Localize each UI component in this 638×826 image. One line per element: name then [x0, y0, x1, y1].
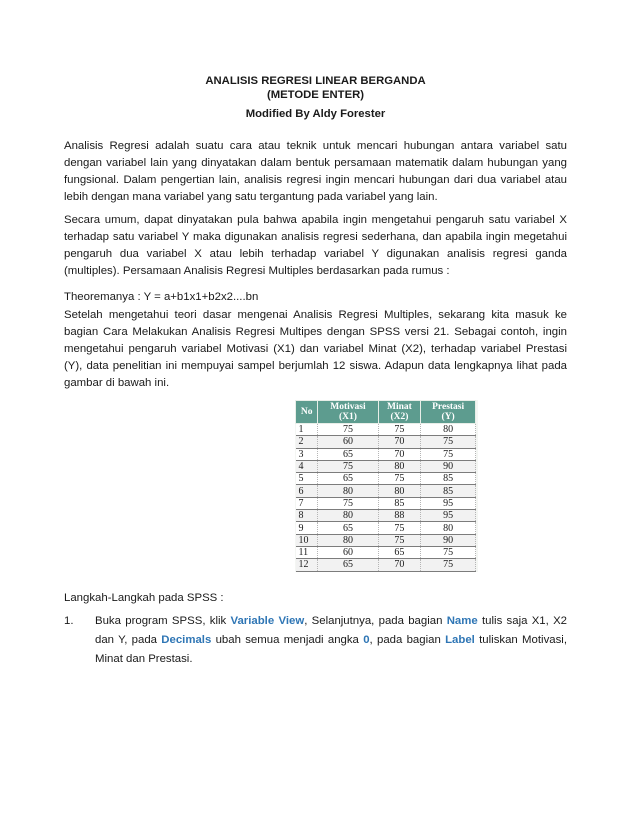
- table-cell: 10: [296, 534, 318, 546]
- keyword-variable-view: Variable View: [230, 615, 305, 627]
- keyword-decimals: Decimals: [161, 634, 212, 646]
- table-cell: 60: [318, 436, 378, 448]
- table-cell: 75: [378, 424, 421, 436]
- step-text: Buka program SPSS, klik: [95, 615, 231, 627]
- table-cell: 75: [318, 460, 378, 472]
- table-cell: 75: [421, 546, 476, 558]
- table-cell: 65: [318, 559, 378, 571]
- table-cell: 8: [296, 510, 318, 522]
- table-header-row: [296, 401, 476, 424]
- table-cell: 80: [318, 485, 378, 497]
- table-cell: 75: [318, 424, 378, 436]
- table-cell: 95: [421, 497, 476, 509]
- data-table: [295, 400, 476, 572]
- table-cell: 2: [296, 436, 318, 448]
- header-line2: (Y): [441, 412, 455, 422]
- table-cell: 75: [421, 559, 476, 571]
- step-text: tulis saja X1, X2 dan Y, pada: [95, 615, 568, 646]
- paragraph-example: Setelah mengetahui teori dasar mengenai Analisis Regresi Multiples, sekarang kita masuk ke bagian Cara Melakukan Analisis Regresi Multipes dengan SPSS versi 21. Sebagai contoh, ingin mengetahui pengaruh variabel Motivasi (X1) dan variabel Minat (X2), terhadap variabel Prestasi (Y), data penelitian ini mempuyai sampel berjumlah 12 siswa. Adapun data lengkapnya lihat pada gambar di bawah ini.: [64, 309, 567, 389]
- list-item: [95, 612, 567, 669]
- table-row: [296, 510, 476, 522]
- table-cell: 80: [318, 510, 378, 522]
- table-cell: 85: [421, 485, 476, 497]
- step-text: , pada bagian: [369, 634, 446, 646]
- paragraph-definition: Analisis Regresi adalah suatu cara atau teknik untuk mencari hubungan antara variabel satu dengan variabel lain yang dinyatakan dalam bentuk persamaan matematik dalam hubungan yang fungsional. Dalam pengertian lain, analisis regresi ingin mencari hubungan dari dua variabel atau lebih dengan mana variabel yang satu tergantung pada variabel yang lain.: [64, 140, 567, 203]
- doc-subtitle: (METODE ENTER): [266, 89, 365, 101]
- table-row: [296, 436, 476, 448]
- table-cell: 9: [296, 522, 318, 534]
- table-cell: 70: [378, 559, 421, 571]
- paragraph-steps-heading: Langkah-Langkah pada SPSS :: [64, 592, 224, 604]
- table-cell: 75: [378, 522, 421, 534]
- table-cell: 75: [318, 497, 378, 509]
- list-item-number: 1.: [64, 615, 74, 627]
- table-cell: 88: [378, 510, 421, 522]
- header-line2: (X2): [390, 412, 409, 422]
- table-cell: 1: [296, 424, 318, 436]
- table-row: [296, 460, 476, 472]
- header-line1: No: [300, 407, 313, 417]
- table-row: [296, 473, 476, 485]
- table-row: [296, 424, 476, 436]
- table-header-cell: [378, 401, 421, 424]
- table-cell: 3: [296, 448, 318, 460]
- table-cell: 65: [378, 546, 421, 558]
- table-cell: 80: [421, 522, 476, 534]
- table-header-cell: [318, 401, 378, 424]
- table-header-cell: [296, 401, 318, 424]
- table-cell: 80: [378, 485, 421, 497]
- table-cell: 11: [296, 546, 318, 558]
- keyword-label: Label: [445, 634, 475, 646]
- header-line1: Minat: [387, 402, 412, 412]
- doc-byline: Modified By Aldy Forester: [245, 108, 386, 120]
- header-line2: (X1): [338, 412, 357, 422]
- table-cell: 75: [378, 534, 421, 546]
- keyword-zero: 0: [363, 634, 370, 646]
- table-cell: 70: [378, 448, 421, 460]
- paragraph-theorem: Theoremanya : Y = a+b1x1+b2x2....bn: [64, 291, 259, 303]
- table-cell: 5: [296, 473, 318, 485]
- data-table-image: [295, 400, 478, 572]
- table-row: [296, 546, 476, 558]
- table-row: [296, 497, 476, 509]
- table-cell: 85: [421, 473, 476, 485]
- table-cell: 4: [296, 460, 318, 472]
- table-cell: 65: [318, 473, 378, 485]
- paragraph-general: Secara umum, dapat dinyatakan pula bahwa apabila ingin mengetahui pengaruh satu variabel X terhadap satu variabel Y maka digunakan analisis regresi sederhana, dan apabila ingin megetahui pengaruh dua variabel X atau lebih terhadap variabel Y digunakan analisis regresi ganda (multiples). Persamaan Analisis Regresi Multiples berdasarkan pada rumus :: [64, 214, 567, 277]
- step-text: , Selanjutnya, pada bagian: [304, 615, 447, 627]
- table-cell: 65: [318, 448, 378, 460]
- table-cell: 85: [378, 497, 421, 509]
- table-body: [296, 424, 476, 572]
- table-cell: 75: [421, 448, 476, 460]
- table-cell: 75: [378, 473, 421, 485]
- table-cell: 80: [421, 424, 476, 436]
- table-cell: 90: [421, 460, 476, 472]
- keyword-name: Name: [446, 615, 478, 627]
- header-line1: Prestasi: [432, 402, 465, 412]
- table-cell: 95: [421, 510, 476, 522]
- table-cell: 7: [296, 497, 318, 509]
- table-cell: 90: [421, 534, 476, 546]
- table-cell: 6: [296, 485, 318, 497]
- table-cell: 65: [318, 522, 378, 534]
- table-row: [296, 522, 476, 534]
- table-row: [296, 559, 476, 571]
- table-cell: 75: [421, 436, 476, 448]
- table-row: [296, 534, 476, 546]
- table-cell: 60: [318, 546, 378, 558]
- table-header-cell: [421, 401, 476, 424]
- step-text: ubah semua menjadi angka: [211, 634, 364, 646]
- table-row: [296, 448, 476, 460]
- table-cell: 80: [318, 534, 378, 546]
- table-cell: 80: [378, 460, 421, 472]
- step-text: tuliskan Motivasi, Minat dan Prestasi.: [95, 634, 567, 665]
- doc-title: ANALISIS REGRESI LINEAR BERGANDA: [205, 75, 426, 87]
- table-row: [296, 485, 476, 497]
- table-cell: 70: [378, 436, 421, 448]
- table-cell: 12: [296, 559, 318, 571]
- header-line1: Motivasi: [330, 402, 366, 412]
